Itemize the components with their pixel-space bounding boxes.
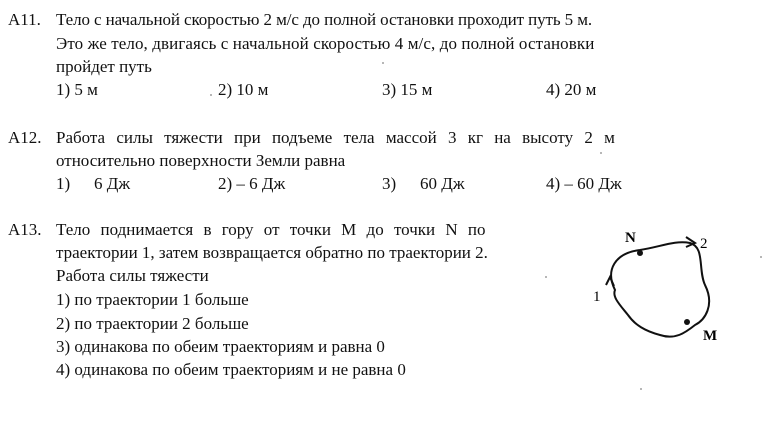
- q13-option-2: 2) по траектории 2 больше: [56, 314, 249, 333]
- point-n: [637, 250, 643, 256]
- label-2: 2: [700, 236, 708, 252]
- q13-option-3: 3) одинакова по обеим траекториям и равна 0: [56, 337, 385, 356]
- q12-option-3-num: 3): [382, 174, 397, 193]
- q12-option-3-value: 60 Дж: [420, 174, 465, 193]
- q12-text-line-1: Работа силы тяжести при подъеме тела массой 3 кг на высоту 2 м: [56, 128, 615, 147]
- q13-option-4: 4) одинакова по обеим траекториям и не равна 0: [56, 360, 406, 379]
- q11-option-2: 2) 10 м: [218, 80, 269, 99]
- scan-speck: [640, 388, 642, 390]
- scan-speck: [382, 62, 384, 64]
- q12-option-1-value: 6 Дж: [94, 174, 131, 193]
- label-n: N: [625, 230, 636, 246]
- scan-speck: [760, 256, 762, 258]
- arrow-1-icon: [606, 277, 614, 286]
- q13-text-line-1: Тело поднимается в гору от точки M до точки N по: [56, 220, 486, 239]
- q13-option-1: 1) по траектории 1 больше: [56, 290, 249, 309]
- label-m: M: [703, 328, 718, 344]
- q11-option-3: 3) 15 м: [382, 80, 433, 99]
- q13-number: A13.: [8, 220, 42, 239]
- scan-speck: [210, 94, 212, 96]
- q11-text-line-1: Тело с начальной скоростью 2 м/с до полной остановки проходит путь 5 м.: [56, 10, 593, 29]
- q11-option-4: 4) 20 м: [546, 80, 597, 99]
- q13-text-line-2: траектории 1, затем возвращается обратно по траектории 2.: [56, 243, 488, 262]
- scan-speck: [545, 276, 547, 278]
- q12-option-4: 4) – 60 Дж: [546, 174, 622, 193]
- trajectory-loop: [611, 242, 709, 336]
- point-m: [684, 319, 690, 325]
- q11-text-line-2: Это же тело, двигаясь с начальной скоростью 4 м/с, до полной остановки: [56, 34, 595, 53]
- q11-option-1: 1) 5 м: [56, 80, 98, 99]
- q11-number: A11.: [8, 10, 41, 29]
- scan-speck: [600, 152, 602, 154]
- label-1: 1: [593, 289, 601, 305]
- q12-number: A12.: [8, 128, 42, 147]
- q12-text-line-2: относительно поверхности Земли равна: [56, 151, 346, 170]
- q12-option-1-num: 1): [56, 174, 71, 193]
- trajectory-figure: [590, 225, 750, 365]
- q11-text-line-3: пройдет путь: [56, 57, 152, 76]
- q12-option-2: 2) – 6 Дж: [218, 174, 286, 193]
- q13-text-line-3: Работа силы тяжести: [56, 266, 209, 285]
